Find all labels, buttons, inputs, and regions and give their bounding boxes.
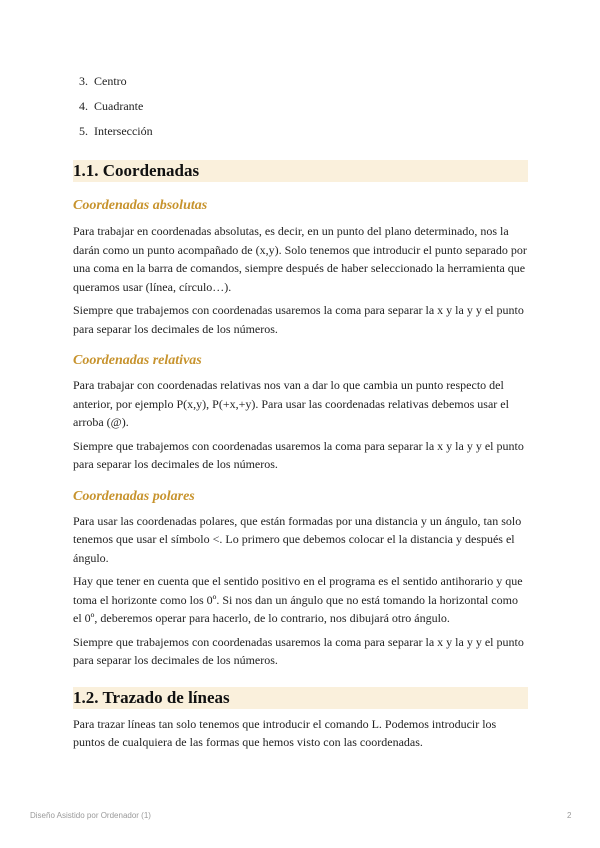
list-item [79,123,153,148]
paragraph: Para usar las coordenadas polares, que están formadas por una distancia y un ángulo, tan solo tenemos que usar el símbolo <. Lo primero que debemos colocar el la distancia y después el ángulo. [73,513,522,565]
list-item-text: Cuadrante [94,99,144,113]
section-heading-trazado-lineas: 1.2. Trazado de líneas [73,687,528,709]
list-item-text: Intersección [94,124,153,138]
paragraph: Para trabajar en coordenadas absolutas, es decir, en un punto del plano determinado, nos la darán como un punto acompañado de (x,y). Solo tenemos que introducir el punto separado por una coma en la barra de comandos, siempre después de haber seleccionado la herramienta que queramos usar (línea, círculo…). [73,224,527,294]
list-item-number: 3. [79,74,88,88]
subheading-coordenadas-relativas: Coordenadas relativas [73,353,202,368]
list-item [79,98,153,123]
main-content [73,160,528,752]
footer-page-number: 2 [567,811,572,820]
numbered-list [79,73,153,148]
paragraph: Siempre que trabajemos con coordenadas usaremos la coma para separar la x y la y y el punto para separar los decimales de los números. [73,303,524,336]
subheading-coordenadas-polares: Coordenadas polares [73,488,195,504]
section-heading-coordenadas: 1.1. Coordenadas [73,160,528,182]
footer-document-title: Diseño Asistido por Ordenador (1) [30,811,151,820]
paragraph: Hay que tener en cuenta que el sentido positivo en el programa es el sentido antihorario y que toma el horizonte como los 0º. Si nos dan un ángulo que no está tomando la horizontal como el 0º, deberemos operar para hacerlo, de lo contrario, nos dibujará otro ángulo. [73,574,523,625]
list-item-text: Centro [94,74,127,88]
paragraph: Siempre que trabajemos con coordenadas usaremos la coma para separar la x y la y y el punto para separar los decimales de los números. [73,634,524,667]
list-item-number: 4. [79,99,88,113]
paragraph: Para trazar líneas tan solo tenemos que introducir el comando L. Podemos introducir los puntos de cualquiera de las formas que hemos visto con las coordenadas. [73,716,497,749]
paragraph: Siempre que trabajemos con coordenadas usaremos la coma para separar la x y la y y el punto para separar los decimales de los números. [73,438,524,471]
list-item-number: 5. [79,124,88,138]
paragraph: Para trabajar con coordenadas relativas nos van a dar lo que cambia un punto respecto del anterior, por ejemplo P(x,y), P(+x,+y). Para usar las coordenadas relativas debemos usar el arroba (@). [73,378,509,429]
subheading-coordenadas-absolutas: Coordenadas absolutas [73,198,208,213]
list-item [79,73,153,98]
